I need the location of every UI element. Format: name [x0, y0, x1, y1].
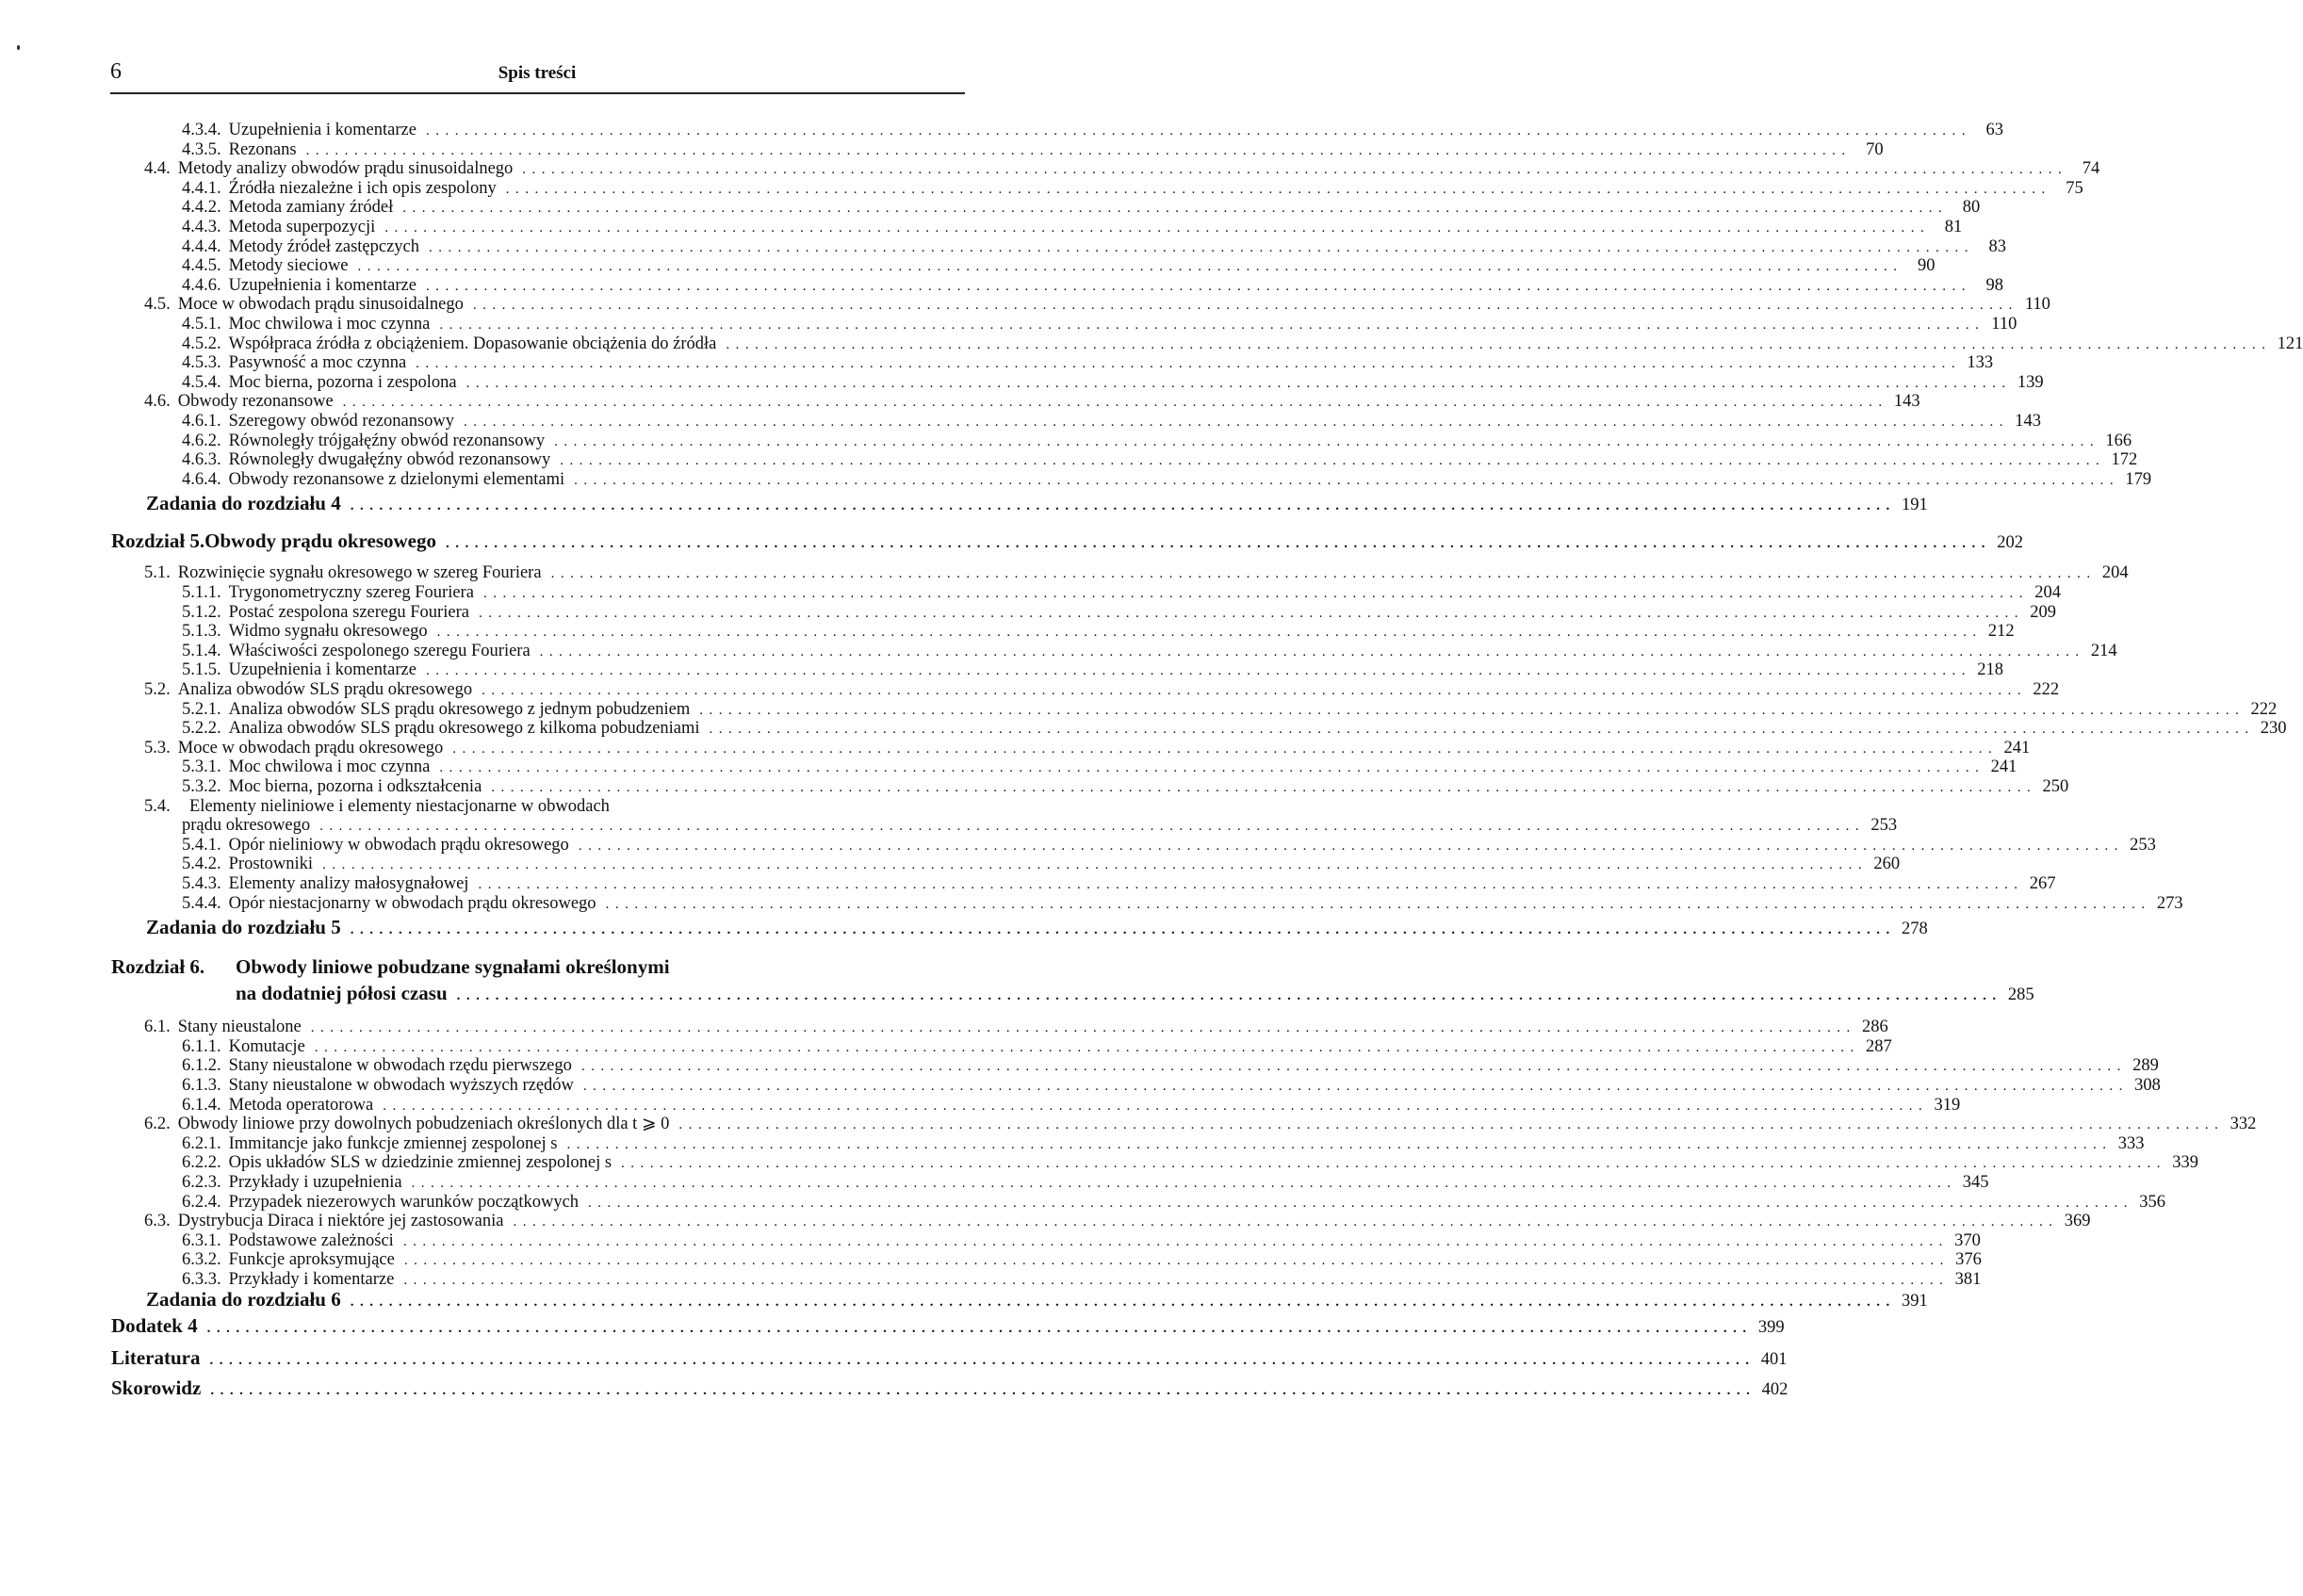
toc-entry-subsection[interactable]	[182, 121, 2003, 140]
entry-title: Analiza obwodów SLS prądu okresowego z jednym pobudzeniem	[228, 699, 691, 719]
entry-title: Elementy nieliniowe i elementy niestacjonarne w obwodach	[189, 796, 610, 816]
entry-number: 4.4.6.	[182, 275, 221, 295]
entry-number: 6.3.1.	[182, 1230, 221, 1250]
entry-number: 6.1.4.	[182, 1095, 221, 1115]
dot-leader: ................................................................................................................................................................	[699, 702, 2246, 718]
dot-leader: ................................................................................................................................................................	[550, 566, 2097, 582]
entry-number: 6.1.2.	[182, 1056, 221, 1076]
toc-entry-chapter[interactable]	[111, 955, 965, 979]
dot-leader: ................................................................................................................................................................	[709, 722, 2255, 738]
toc-entry-subsection[interactable]	[182, 1250, 1982, 1270]
entry-page-number: 222	[2250, 699, 2278, 719]
entry-number: 6.2.1.	[182, 1133, 221, 1153]
dot-leader: ................................................................................................................................................................	[445, 536, 1991, 552]
entry-page-number: 230	[2260, 719, 2287, 739]
entry-number: 6.3.2.	[182, 1250, 221, 1270]
entry-number: 4.4.5.	[182, 256, 221, 276]
entry-title: Zadania do rozdziału 6	[146, 1287, 341, 1311]
entry-number: 6.2.3.	[182, 1173, 221, 1192]
entry-title: Obwody rezonansowe	[177, 392, 334, 412]
dot-leader: ................................................................................................................................................................	[342, 395, 1888, 411]
dot-leader: ................................................................................................................................................................	[478, 877, 2024, 892]
toc-entry-subsection[interactable]	[182, 1270, 1982, 1290]
entry-title: Właściwości zespolonego szeregu Fouriera	[228, 641, 531, 660]
dot-leader: ................................................................................................................................................................	[403, 1253, 1950, 1269]
entry-page-number: 133	[1967, 353, 1994, 373]
entry-title: Metoda operatorowa	[228, 1095, 374, 1115]
dot-leader: ................................................................................................................................................................	[350, 922, 1896, 938]
entry-page-number: 356	[2139, 1192, 2166, 1212]
entry-title: Moc chwilowa i moc czynna	[228, 315, 431, 334]
entry-page-number: 204	[2034, 583, 2061, 602]
toc-entry-section[interactable]	[144, 1018, 1888, 1037]
entry-title: Podstawowe zależności	[228, 1230, 394, 1250]
entry-title: Opis układów SLS w dziedzinie zmiennej zespolonej s	[228, 1153, 612, 1173]
entry-title: Zadania do rozdziału 5	[146, 916, 341, 939]
entry-number: 5.4.4.	[182, 893, 221, 913]
dot-leader: ................................................................................................................................................................	[384, 220, 1931, 236]
toc-entry-subsection[interactable]	[182, 334, 2303, 354]
entry-page-number: 143	[1893, 392, 1920, 412]
entry-page-number: 139	[2017, 372, 2044, 392]
dot-leader: ................................................................................................................................................................	[319, 819, 1866, 835]
entry-number: 4.6.	[144, 392, 171, 412]
entry-title: Obwody liniowe przy dowolnych pobudzeniach określonych dla t ⩾ 0	[177, 1115, 670, 1134]
toc-entry-subsection[interactable]	[182, 757, 2017, 777]
toc-entry-subsection[interactable]	[182, 1056, 2159, 1076]
entry-number: 6.2.2.	[182, 1153, 221, 1173]
dot-leader: ................................................................................................................................................................	[322, 857, 1869, 873]
entry-number: 6.1.	[144, 1018, 171, 1037]
entry-number: 6.1.3.	[182, 1076, 221, 1095]
dot-leader: ................................................................................................................................................................	[403, 1273, 1950, 1288]
dot-leader: ................................................................................................................................................................	[305, 142, 1852, 158]
entry-page-number: 172	[2111, 450, 2138, 470]
entry-title: Widmo sygnału okresowego	[228, 622, 428, 642]
entry-number: 4.6.4.	[182, 469, 221, 489]
entry-number: 6.1.1.	[182, 1036, 221, 1056]
dot-leader: ................................................................................................................................................................	[578, 838, 2124, 854]
entry-title: Postać zespolona szeregu Fouriera	[228, 602, 469, 622]
entry-title: Zadania do rozdziału 4	[146, 492, 341, 515]
entry-number: 4.4.2.	[182, 198, 221, 218]
entry-number: 6.2.	[144, 1115, 171, 1134]
entry-number: 5.1.3.	[182, 622, 221, 642]
entry-number: 4.4.1.	[182, 178, 221, 198]
entry-number: 6.2.4.	[182, 1192, 221, 1212]
dot-leader: ................................................................................................................................................................	[429, 239, 1975, 255]
dot-leader: ................................................................................................................................................................	[621, 1156, 2167, 1172]
dot-leader: ................................................................................................................................................................	[605, 896, 2151, 912]
dot-leader: ................................................................................................................................................................	[554, 433, 2100, 449]
toc-entry-section[interactable]	[144, 738, 2031, 758]
toc-entry-section[interactable]	[144, 295, 2050, 315]
toc-entry-subsection[interactable]	[182, 719, 2287, 739]
entry-page-number: 250	[2042, 777, 2069, 796]
dot-leader: ................................................................................................................................................................	[582, 1079, 2129, 1094]
entry-page-number: 289	[2132, 1056, 2159, 1076]
dot-leader: ................................................................................................................................................................	[726, 336, 2272, 352]
entry-title: Analiza obwodów SLS prądu okresowego	[177, 680, 473, 699]
entry-number: 5.1.2.	[182, 602, 221, 622]
toc-entry-subsection[interactable]	[182, 236, 2007, 257]
entry-page-number: 110	[1991, 315, 2017, 334]
toc-entry-subsection[interactable]	[182, 315, 2017, 334]
entry-title: Opór nieliniowy w obwodach prądu okresowego	[228, 835, 569, 855]
toc-entry-subsection[interactable]	[182, 178, 2083, 199]
entry-number: 5.4.2.	[182, 855, 221, 874]
toc-entry-subsection[interactable]	[182, 1076, 2161, 1096]
entry-title: Rozwinięcie sygnału okresowego w szereg Fouriera	[177, 563, 542, 583]
entry-title: Moc bierna, pozorna i odkształcenia	[228, 777, 482, 796]
entry-title: Dodatek 4	[111, 1313, 198, 1337]
entry-page-number: 222	[2033, 680, 2060, 699]
entry-title: Współpraca źródła z obciążeniem. Dopasowanie obciążenia do źródła	[228, 334, 717, 353]
entry-title: Metody analizy obwodów prądu sinusoidalnego	[177, 159, 514, 179]
entry-page-number: 370	[1954, 1230, 1981, 1250]
dot-leader: ................................................................................................................................................................	[478, 605, 2024, 621]
entry-page-number: 166	[2105, 431, 2132, 450]
toc-entry-section[interactable]	[144, 1212, 2091, 1231]
entry-title: Szeregowy obwód rezonansowy	[228, 412, 455, 431]
dot-leader: ................................................................................................................................................................	[456, 988, 2002, 1004]
toc-entry-section[interactable]	[144, 392, 1920, 412]
entry-title: Stany nieustalone w obwodach rzędu pierwszego	[228, 1056, 572, 1076]
toc-entry-subsection[interactable]	[182, 660, 2003, 680]
dot-leader: ................................................................................................................................................................	[425, 278, 1971, 294]
entry-page-number: 63	[1985, 121, 2003, 139]
dot-leader: ................................................................................................................................................................	[513, 1214, 2059, 1230]
entry-title: Przykłady i uzupełnienia	[228, 1173, 402, 1192]
dot-leader: ................................................................................................................................................................	[350, 1294, 1896, 1310]
toc-entry-subsection[interactable]	[182, 198, 1981, 218]
entry-page-number: 267	[2029, 874, 2056, 893]
toc-entry-backmatter[interactable]	[111, 1376, 1788, 1400]
entry-number: 6.3.	[144, 1212, 171, 1231]
chapter-number: Rozdział 6.	[111, 955, 205, 979]
toc-entry-subsection[interactable]	[182, 1230, 1981, 1251]
entry-page-number: 285	[2007, 985, 2034, 1005]
dot-leader: ................................................................................................................................................................	[491, 780, 2037, 795]
dot-leader: ................................................................................................................................................................	[482, 683, 2028, 698]
entry-number: 6.3.3.	[182, 1270, 221, 1289]
toc-entry-subsection[interactable]	[182, 256, 1936, 276]
toc-entry-continuation[interactable]	[236, 982, 2034, 1005]
entry-number: 4.4.3.	[182, 218, 221, 236]
entry-page-number: 319	[1934, 1095, 1961, 1115]
dot-leader: ................................................................................................................................................................	[539, 643, 2085, 660]
entry-number: 4.6.1.	[182, 412, 221, 431]
entry-title: Funkcje aproksymujące	[228, 1250, 395, 1270]
entry-page-number: 399	[1757, 1317, 1785, 1337]
dot-leader: ................................................................................................................................................................	[439, 760, 1985, 776]
toc-entry-exercises[interactable]	[146, 916, 1928, 939]
header-rule	[110, 92, 965, 94]
entry-page-number: 332	[2230, 1115, 2257, 1134]
dot-leader: ................................................................................................................................................................	[574, 472, 2120, 488]
dot-leader: ................................................................................................................................................................	[314, 1039, 1860, 1055]
dot-leader: ................................................................................................................................................................	[402, 1233, 1949, 1249]
entry-number: 4.5.	[144, 295, 171, 315]
entry-page-number: 273	[2156, 893, 2183, 913]
entry-title: Skorowidz	[111, 1376, 202, 1399]
entry-title: Stany nieustalone w obwodach wyższych rzędów	[228, 1076, 574, 1095]
toc-entry-subsection[interactable]	[182, 1192, 2166, 1213]
dot-leader: ................................................................................................................................................................	[678, 1117, 2225, 1133]
toc-entry-subsection[interactable]	[182, 602, 2056, 623]
entry-number: 4.3.5.	[182, 139, 221, 159]
running-title: Spis treści	[498, 63, 577, 83]
entry-title: Dystrybucja Diraca i niektóre jej zastosowania	[177, 1212, 504, 1231]
entry-title: Uzupełnienia i komentarze	[228, 275, 416, 295]
toc-entry-backmatter[interactable]	[111, 1313, 1785, 1338]
entry-page-number: 83	[1988, 236, 2007, 256]
dot-leader: ................................................................................................................................................................	[436, 625, 1983, 641]
entry-title: Metody źródeł zastępczych	[228, 236, 420, 256]
toc-entry-subsection[interactable]	[182, 469, 2152, 490]
entry-title: Źródła niezależne i ich opis zespolony	[228, 178, 497, 198]
entry-page-number: 286	[1862, 1018, 1888, 1037]
dot-leader: ................................................................................................................................................................	[482, 586, 2029, 601]
entry-number: 4.3.4.	[182, 121, 221, 139]
entry-title: Trygonometryczny szereg Fouriera	[228, 583, 474, 602]
entry-number: 5.4.3.	[182, 874, 221, 893]
toc-entry-subsection[interactable]	[182, 699, 2278, 720]
dot-leader: ................................................................................................................................................................	[464, 415, 2010, 430]
entry-title: Uzupełnienia i komentarze	[228, 660, 416, 680]
entry-page-number: 308	[2134, 1076, 2161, 1095]
dot-leader: ................................................................................................................................................................	[566, 1136, 2113, 1152]
toc-entry-subsection[interactable]	[182, 139, 1884, 160]
toc-entry-section[interactable]	[144, 797, 965, 816]
toc-entry-subsection[interactable]	[182, 353, 1994, 373]
entry-title: Moc chwilowa i moc czynna	[228, 757, 431, 777]
entry-page-number: 391	[1902, 1291, 1928, 1311]
entry-title: Uzupełnienia i komentarze	[228, 121, 416, 139]
toc-entry-section[interactable]	[144, 159, 2100, 179]
entry-page-number: 143	[2015, 412, 2042, 431]
entry-number: 4.4.4.	[182, 236, 221, 256]
entry-page-number: 369	[2064, 1212, 2091, 1231]
dot-leader: ................................................................................................................................................................	[350, 498, 1896, 514]
toc-entry-subsection[interactable]	[182, 835, 2156, 855]
entry-number: 4.5.2.	[182, 334, 221, 353]
entry-page-number: 253	[1870, 816, 1898, 836]
entry-number: 5.4.1.	[182, 835, 221, 855]
dot-leader: ................................................................................................................................................................	[560, 453, 2106, 469]
entry-title: Równoległy dwugałęźny obwód rezonansowy	[228, 450, 551, 470]
entry-number: 4.5.4.	[182, 372, 221, 392]
entry-page-number: 402	[1761, 1379, 1788, 1399]
dot-leader: ................................................................................................................................................................	[472, 298, 2018, 314]
entry-title: Stany nieustalone	[177, 1018, 302, 1037]
entry-number: 5.3.2.	[182, 777, 221, 796]
entry-title: Immitancje jako funkcje zmiennej zespolonej s	[228, 1133, 558, 1153]
toc-entry-exercises[interactable]	[146, 1287, 1928, 1311]
toc-entry-subsection[interactable]	[182, 777, 2069, 797]
entry-title: Przypadek niezerowych warunków początkowych	[228, 1192, 580, 1212]
entry-title: Pasywność a moc czynna	[228, 353, 407, 373]
dot-leader: ................................................................................................................................................................	[402, 201, 1949, 217]
entry-page-number: 241	[1990, 757, 2017, 777]
entry-page-number: 98	[1985, 275, 2003, 295]
entry-page-number: 345	[1962, 1173, 1989, 1192]
toc-entry-subsection[interactable]	[182, 431, 2132, 451]
toc-entry-subsection[interactable]	[182, 1133, 2145, 1154]
entry-number: Rozdział 5.	[111, 529, 205, 553]
entry-page-number: 333	[2117, 1133, 2145, 1153]
entry-page-number: 339	[2172, 1153, 2199, 1173]
page-number: 6	[110, 59, 122, 84]
entry-page-number: 376	[1955, 1250, 1982, 1270]
entry-title: Analiza obwodów SLS prądu okresowego z kilkoma pobudzeniami	[228, 719, 700, 739]
entry-title: Moce w obwodach prądu sinusoidalnego	[177, 295, 464, 315]
dot-leader: ................................................................................................................................................................	[452, 741, 1999, 757]
entry-number: 5.1.	[144, 563, 171, 583]
entry-page-number: 212	[1987, 622, 2015, 642]
entry-title: Równoległy trójgałęźny obwód rezonansowy	[228, 431, 546, 450]
entry-page-number: 80	[1962, 198, 1981, 218]
entry-number: 5.2.1.	[182, 699, 221, 719]
toc-entry-subsection[interactable]	[182, 412, 2042, 432]
entry-page-number: 74	[2082, 159, 2100, 179]
entry-page-number: 401	[1760, 1349, 1788, 1369]
entry-page-number: 214	[2090, 641, 2117, 660]
dot-leader: ................................................................................................................................................................	[209, 1352, 1756, 1368]
entry-title-continued: prądu okresowego	[182, 816, 311, 836]
toc-entry-subsection[interactable]	[182, 641, 2117, 661]
toc-entry-subsection[interactable]	[182, 1153, 2199, 1173]
entry-page-number: 209	[2030, 602, 2056, 622]
toc-entry-section[interactable]	[144, 1115, 2257, 1134]
entry-page-number: 70	[1866, 139, 1884, 159]
entry-number: 5.1.5.	[182, 660, 221, 680]
chapter-title-continued: na dodatniej półosi czasu	[236, 982, 448, 1005]
entry-number: 5.3.	[144, 738, 171, 757]
dot-leader: ................................................................................................................................................................	[383, 1098, 1929, 1114]
toc-entry-backmatter[interactable]	[111, 1345, 1788, 1370]
toc-entry-subsection[interactable]	[182, 622, 2015, 642]
toc-entry-continuation[interactable]	[182, 816, 1898, 836]
entry-number: 5.2.2.	[182, 719, 221, 739]
toc-entry-subsection[interactable]	[182, 275, 2003, 296]
entry-page-number: 110	[2024, 295, 2050, 315]
entry-number: 4.6.3.	[182, 450, 221, 470]
toc-entry-subsection[interactable]	[182, 1036, 1892, 1057]
entry-page-number: 90	[1918, 256, 1936, 276]
dot-leader: ................................................................................................................................................................	[310, 1020, 1856, 1036]
toc-entry-subsection[interactable]	[182, 1173, 1989, 1193]
dot-leader: ................................................................................................................................................................	[466, 375, 2012, 391]
entry-title: Opór niestacjonarny w obwodach prądu okresowego	[228, 893, 596, 913]
entry-page-number: 218	[1977, 660, 2003, 680]
entry-number: 5.3.1.	[182, 757, 221, 777]
chapter-title: Obwody liniowe pobudzane sygnałami określonymi	[236, 955, 670, 979]
dot-leader: ................................................................................................................................................................	[588, 1195, 2134, 1211]
entry-page-number: 287	[1866, 1036, 1892, 1056]
entry-number: 4.4.	[144, 159, 171, 179]
dot-leader: ................................................................................................................................................................	[425, 663, 1971, 679]
entry-title: Metoda superpozycji	[228, 218, 376, 236]
dot-leader: ................................................................................................................................................................	[357, 259, 1903, 275]
dot-leader: ................................................................................................................................................................	[411, 1176, 1957, 1191]
entry-title: Moc bierna, pozorna i zespolona	[228, 372, 457, 392]
entry-page-number: 81	[1944, 218, 1963, 236]
entry-page-number: 121	[2277, 334, 2303, 353]
entry-number: 5.1.4.	[182, 641, 221, 660]
entry-title: Prostowniki	[228, 855, 314, 874]
dot-leader: ................................................................................................................................................................	[505, 181, 2051, 197]
entry-page-number: 179	[2125, 469, 2152, 489]
entry-page-number: 202	[1997, 533, 2023, 553]
entry-page-number: 75	[2066, 178, 2083, 198]
entry-title: Moce w obwodach prądu okresowego	[177, 738, 444, 757]
toc-entry-subsection[interactable]	[182, 372, 2044, 393]
entry-title: Metoda zamiany źródeł	[228, 198, 394, 218]
toc-entry-subsection[interactable]	[182, 450, 2138, 470]
entry-number: 5.1.1.	[182, 583, 221, 602]
entry-number: 5.2.	[144, 680, 171, 699]
entry-title: Metody sieciowe	[228, 256, 349, 276]
toc-entry-chapter[interactable]	[111, 529, 2023, 553]
toc-entry-subsection[interactable]	[182, 893, 2183, 914]
toc-entry-section[interactable]	[144, 680, 2060, 700]
entry-title: Literatura	[111, 1345, 201, 1369]
entry-number: 4.5.1.	[182, 315, 221, 334]
dot-leader: ................................................................................................................................................................	[416, 356, 1962, 372]
dot-leader: ................................................................................................................................................................	[522, 162, 2068, 178]
toc-entry-subsection[interactable]	[182, 583, 2061, 603]
toc-entry-subsection[interactable]	[182, 218, 1963, 237]
entry-number: 4.5.3.	[182, 353, 221, 373]
entry-number: 4.6.2.	[182, 431, 221, 450]
entry-page-number: 381	[1954, 1270, 1982, 1289]
dot-leader: ................................................................................................................................................................	[439, 318, 1985, 333]
toc-entry-subsection[interactable]	[182, 855, 1901, 874]
toc-entry-section[interactable]	[144, 563, 2129, 583]
scan-speck	[17, 45, 20, 50]
entry-page-number: 204	[2101, 563, 2129, 583]
toc-entry-exercises[interactable]	[146, 492, 1928, 515]
dot-leader: ................................................................................................................................................................	[580, 1059, 2127, 1075]
dot-leader: ................................................................................................................................................................	[425, 123, 1971, 138]
dot-leader: ................................................................................................................................................................	[210, 1382, 1756, 1398]
entry-title: Komutacje	[228, 1036, 305, 1056]
entry-title: Elementy analizy małosygnałowej	[228, 874, 469, 893]
dot-leader: ................................................................................................................................................................	[206, 1320, 1753, 1336]
entry-title: Obwody prądu okresowego	[204, 529, 436, 553]
entry-title: Obwody rezonansowe z dzielonymi elementami	[228, 469, 565, 489]
entry-page-number: 191	[1902, 496, 1928, 515]
entry-title: Przykłady i komentarze	[228, 1270, 395, 1289]
entry-page-number: 260	[1873, 855, 1901, 874]
entry-title: Rezonans	[228, 139, 297, 159]
entry-page-number: 253	[2130, 835, 2156, 855]
toc-entry-subsection[interactable]	[182, 874, 2056, 894]
entry-number: 5.4.	[144, 796, 171, 816]
entry-page-number: 241	[2003, 738, 2031, 757]
entry-page-number: 278	[1902, 920, 1928, 939]
toc-entry-subsection[interactable]	[182, 1095, 1961, 1116]
